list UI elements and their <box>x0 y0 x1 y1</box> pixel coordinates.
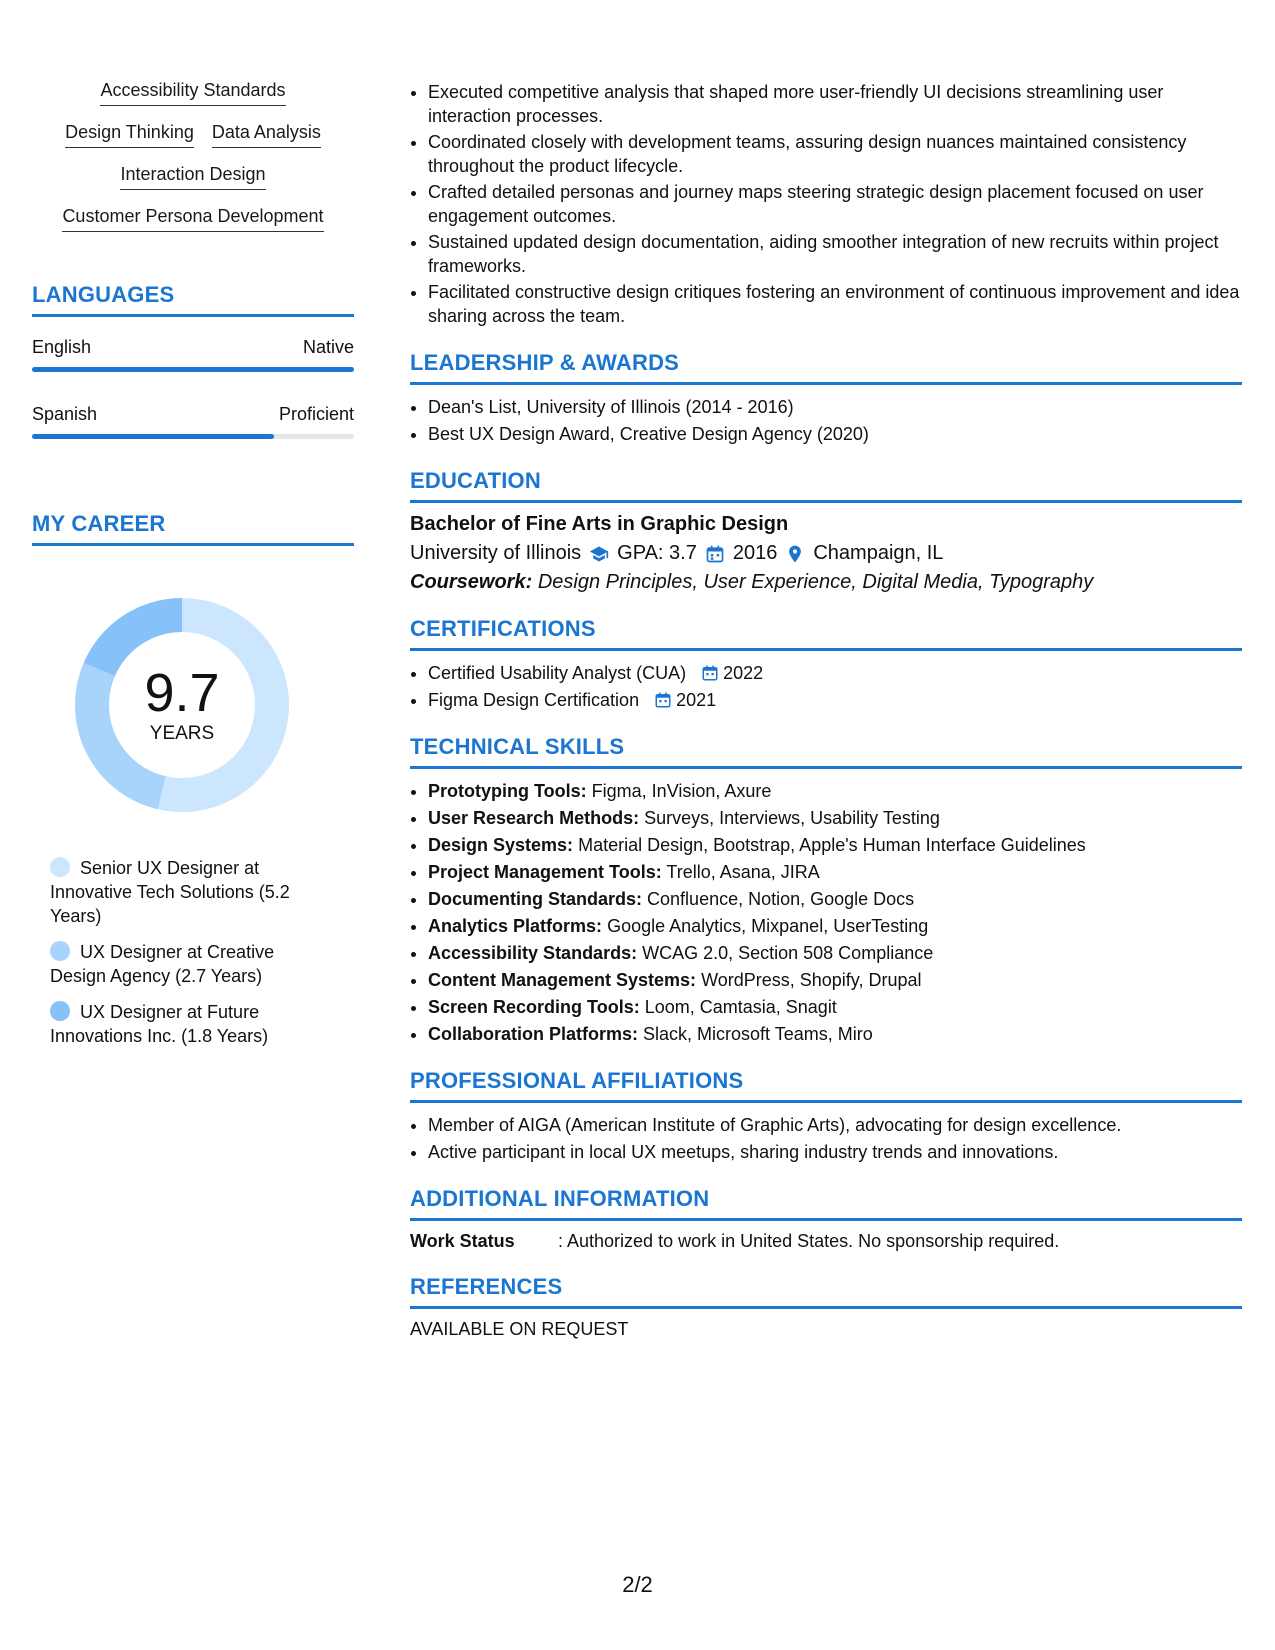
coursework-label: Coursework: <box>410 571 533 593</box>
map-pin-icon <box>785 544 805 564</box>
language-bar-fill <box>32 367 354 372</box>
certification-year: 2021 <box>676 690 717 710</box>
technical-skill-item <box>428 833 1242 857</box>
certification-date <box>654 690 716 710</box>
education-coursework <box>410 571 1242 594</box>
career-legend <box>50 856 354 1048</box>
technical-skill-label: Collaboration Platforms: <box>428 1024 639 1044</box>
skill-tag-row <box>62 206 323 232</box>
leadership-list <box>410 395 1242 446</box>
skill-tag: Design Thinking <box>65 122 194 148</box>
education-location: Champaign, IL <box>813 542 944 564</box>
language-name: English <box>32 337 92 357</box>
legend-item <box>50 856 305 928</box>
technical-skill-label: Accessibility Standards: <box>428 943 638 963</box>
certification-year: 2022 <box>723 663 764 683</box>
career-total: 9.7 <box>144 663 220 723</box>
skill-tag: Data Analysis <box>212 122 321 148</box>
certification-item <box>428 661 1242 685</box>
references-heading: REFERENCES <box>410 1274 1242 1309</box>
technical-skill-item <box>428 995 1242 1019</box>
skill-tag-row <box>120 164 265 190</box>
skill-tags <box>32 80 354 248</box>
experience-bullets <box>410 80 1242 328</box>
technical-skill-item <box>428 914 1242 938</box>
affiliation-item: • Active participant in local UX meetups, sharing industry trends and innovations. <box>428 1140 1242 1164</box>
right-column <box>410 80 1242 1340</box>
legend-label: UX Designer at Future Innovations Inc. (1.8 Years) <box>50 1002 269 1046</box>
work-status-value: : Authorized to work in United States. No sponsorship required. <box>558 1231 1060 1251</box>
legend-label: Senior UX Designer at Innovative Tech Solutions (5.2 Years) <box>50 858 290 926</box>
technical-skill-label: Content Management Systems: <box>428 970 697 990</box>
graduation-cap-icon <box>589 544 609 564</box>
language-bar-fill <box>32 434 274 439</box>
career-heading: MY CAREER <box>32 511 354 546</box>
technical-skill-item <box>428 887 1242 911</box>
technical-skills-heading: TECHNICAL SKILLS <box>410 734 1242 769</box>
calendar-icon <box>701 664 719 682</box>
technical-skill-label: Screen Recording Tools: <box>428 997 640 1017</box>
technical-skill-item <box>428 779 1242 803</box>
affiliation-item: • Member of AIGA (American Institute of Graphic Arts), advocating for design excellence. <box>428 1113 1242 1137</box>
certification-item <box>428 688 1242 712</box>
technical-skill-value: Figma, InVision, Axure <box>591 781 772 801</box>
legend-dot <box>50 857 70 877</box>
technical-skill-value: Google Analytics, Mixpanel, UserTesting <box>607 916 929 936</box>
skill-tag: Accessibility Standards <box>100 80 285 106</box>
technical-skill-label: Prototyping Tools: <box>428 781 587 801</box>
experience-bullet: • Executed competitive analysis that shaped more user-friendly UI decisions streamlining user interaction processes. <box>428 80 1242 128</box>
leadership-heading: LEADERSHIP & AWARDS <box>410 350 1242 385</box>
technical-skill-value: WordPress, Shopify, Drupal <box>701 970 922 990</box>
language-bar <box>32 367 354 372</box>
education-heading: EDUCATION <box>410 468 1242 503</box>
technical-skill-value: WCAG 2.0, Section 508 Compliance <box>642 943 934 963</box>
career-donut-chart <box>67 590 297 820</box>
language-item <box>32 404 354 439</box>
technical-skill-value: Surveys, Interviews, Usability Testing <box>644 808 940 828</box>
technical-skill-item <box>428 806 1242 830</box>
calendar-icon <box>705 544 725 564</box>
certifications-list <box>410 661 1242 712</box>
education-gpa: GPA: 3.7 <box>617 542 697 564</box>
legend-dot <box>50 1001 70 1021</box>
skill-tag: Interaction Design <box>120 164 265 190</box>
additional-info-heading: ADDITIONAL INFORMATION <box>410 1186 1242 1221</box>
technical-skill-value: Slack, Microsoft Teams, Miro <box>643 1024 873 1044</box>
legend-dot <box>50 941 70 961</box>
career-unit: YEARS <box>149 723 215 744</box>
education-degree: Bachelor of Fine Arts in Graphic Design <box>410 513 789 535</box>
skill-tag: Customer Persona Development <box>62 206 323 232</box>
certification-name: Certified Usability Analyst (CUA) <box>428 663 687 683</box>
technical-skill-label: User Research Methods: <box>428 808 640 828</box>
skill-tag-row <box>100 80 285 106</box>
technical-skill-item <box>428 941 1242 965</box>
language-item <box>32 337 354 372</box>
page-number: 2/2 <box>622 1572 653 1597</box>
leadership-item: • Dean's List, University of Illinois (2014 - 2016) <box>428 395 1242 419</box>
calendar-icon <box>654 691 672 709</box>
work-status-label: Work Status <box>410 1231 515 1251</box>
affiliations-heading: PROFESSIONAL AFFILIATIONS <box>410 1068 1242 1103</box>
technical-skill-value: Confluence, Notion, Google Docs <box>647 889 915 909</box>
technical-skill-label: Project Management Tools: <box>428 862 662 882</box>
experience-bullet: • Sustained updated design documentation, aiding smoother integration of new recruits within project frameworks. <box>428 230 1242 278</box>
technical-skill-value: Material Design, Bootstrap, Apple's Human Interface Guidelines <box>578 835 1086 855</box>
legend-label: UX Designer at Creative Design Agency (2.7 Years) <box>50 942 275 986</box>
languages-heading: LANGUAGES <box>32 282 354 317</box>
language-level: Native <box>302 337 354 357</box>
certifications-heading: CERTIFICATIONS <box>410 616 1242 651</box>
technical-skills-list <box>410 779 1242 1046</box>
education-school: University of Illinois <box>410 542 582 564</box>
technical-skill-label: Design Systems: <box>428 835 574 855</box>
language-level: Proficient <box>278 404 354 424</box>
experience-bullet: • Crafted detailed personas and journey maps steering strategic design placement focused on user engagement outcomes. <box>428 180 1242 228</box>
education-meta <box>410 542 1242 565</box>
skill-tag-row <box>65 122 321 148</box>
references-text: AVAILABLE ON REQUEST <box>410 1319 629 1339</box>
experience-bullet: • Coordinated closely with development teams, assuring design nuances maintained consistency throughout the product lifecycle. <box>428 130 1242 178</box>
donut-center <box>67 590 297 820</box>
language-bar <box>32 434 354 439</box>
technical-skill-item <box>428 860 1242 884</box>
work-status-row <box>410 1231 1242 1252</box>
education-entry <box>410 513 1242 594</box>
education-year: 2016 <box>732 542 778 564</box>
left-column <box>32 80 354 1060</box>
legend-item <box>50 1000 305 1048</box>
legend-item <box>50 940 305 988</box>
technical-skill-label: Documenting Standards: <box>428 889 643 909</box>
affiliations-list <box>410 1113 1242 1164</box>
language-name: Spanish <box>32 404 98 424</box>
experience-bullet: • Facilitated constructive design critiques fostering an environment of continuous improvement and idea sharing across the team. <box>428 280 1242 328</box>
technical-skill-item <box>428 968 1242 992</box>
technical-skill-value: Trello, Asana, JIRA <box>666 862 820 882</box>
technical-skill-value: Loom, Camtasia, Snagit <box>644 997 837 1017</box>
leadership-item: • Best UX Design Award, Creative Design Agency (2020) <box>428 422 1242 446</box>
technical-skill-label: Analytics Platforms: <box>428 916 603 936</box>
coursework-value: Design Principles, User Experience, Digital Media, Typography <box>537 571 1094 593</box>
certification-date <box>701 663 763 683</box>
technical-skill-item <box>428 1022 1242 1046</box>
certification-name: Figma Design Certification <box>428 690 640 710</box>
